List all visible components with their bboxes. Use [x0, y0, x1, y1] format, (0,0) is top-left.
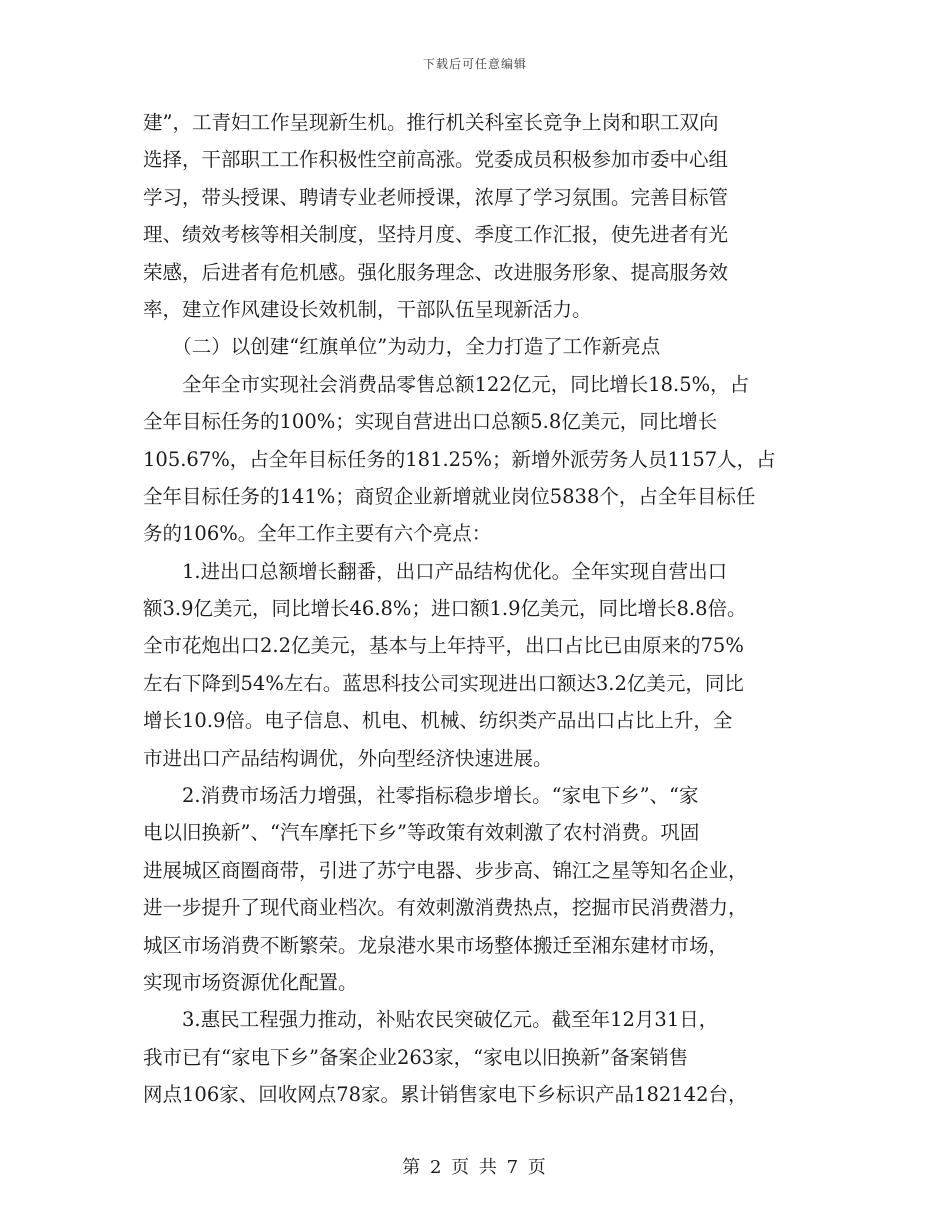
- body-line: 务的106%。全年工作主要有六个亮点：: [143, 522, 492, 546]
- body-line: 3.惠民工程强力推动，补贴农民突破亿元。截至年12月31日，: [143, 1008, 719, 1032]
- body-line: 2.消费市场活力增强，社零指标稳步增长。“家电下乡”、“家: [143, 784, 699, 808]
- body-line: 额3.9亿美元，同比增长46.8%；进口额1.9亿美元，同比增长8.8倍。: [143, 597, 747, 621]
- body-line: 率，建立作风建设长效机制，干部队伍呈现新活力。: [143, 297, 592, 321]
- body-line: 选择，干部职工工作积极性空前高涨。党委成员积极参加市委中心组: [143, 148, 729, 172]
- body-line: 全市花炮出口2.2亿美元，基本与上年持平，出口占比已由原来的75%: [143, 634, 744, 658]
- body-line: 建”，工青妇工作呈现新生机。推行机关科室长竞争上岗和职工双向: [143, 111, 719, 134]
- body-line: 市进出口产品结构调优，外向型经济快速进展。: [143, 746, 553, 770]
- body-line: 全年全市实现社会消费品零售总额122亿元，同比增长18.5%，占: [143, 372, 750, 396]
- body-line: 理、绩效考核等相关制度，坚持月度、季度工作汇报，使先进者有光: [143, 223, 729, 247]
- body-line: 城区市场消费不断繁荣。龙泉港水果市场整体搬迁至湘东建材市场，: [143, 933, 729, 957]
- body-line: 左右下降到54%左右。蓝思科技公司实现进出口额达3.2亿美元，同比: [143, 671, 744, 695]
- body-line: 实现市场资源优化配置。: [143, 970, 358, 994]
- page-header: 下载后可任意编辑: [422, 57, 527, 71]
- document-body: [143, 104, 813, 1114]
- body-line: 进展城区商圈商带，引进了苏宁电器、步步高、锦江之星等知名企业，: [143, 858, 748, 882]
- body-line: 荣感，后进者有危机感。强化服务理念、改进服务形象、提高服务效: [143, 260, 729, 284]
- body-line: 1.进出口总额增长翻番，出口产品结构优化。全年实现自营出口: [143, 559, 728, 583]
- body-line: 增长10.9倍。电子信息、机电、机械、纺织类产品出口占比上升，全: [143, 709, 733, 733]
- body-line: 105.67%，占全年目标任务的181.25%；新增外派劳务人员1157人，占: [143, 447, 776, 471]
- body-line: 全年目标任务的141%；商贸企业新增就业岗位5838个，占全年目标任: [143, 484, 756, 508]
- page-number-footer: 第 2 页 共 7 页: [402, 1157, 548, 1178]
- body-line: 网点106家、回收网点78家。累计销售家电下乡标识产品182142台，: [143, 1083, 748, 1107]
- body-line: 我市已有“家电下乡”备案企业263家，“家电以旧换新”备案销售: [143, 1045, 689, 1069]
- body-line: 进一步提升了现代商业档次。有效刺激消费热点，挖掘市民消费潜力，: [143, 896, 748, 920]
- body-line: 电以旧换新”、“汽车摩托下乡”等政策有效刺激了农村消费。巩固: [143, 821, 700, 845]
- section-heading: （二）以创建“红旗单位”为动力，全力打造了工作新亮点: [143, 335, 661, 359]
- body-line: 学习，带头授课、聘请专业老师授课，浓厚了学习氛围。完善目标管: [143, 185, 729, 209]
- body-line: 全年目标任务的100%；实现自营进出口总额5.8亿美元，同比增长: [143, 410, 718, 434]
